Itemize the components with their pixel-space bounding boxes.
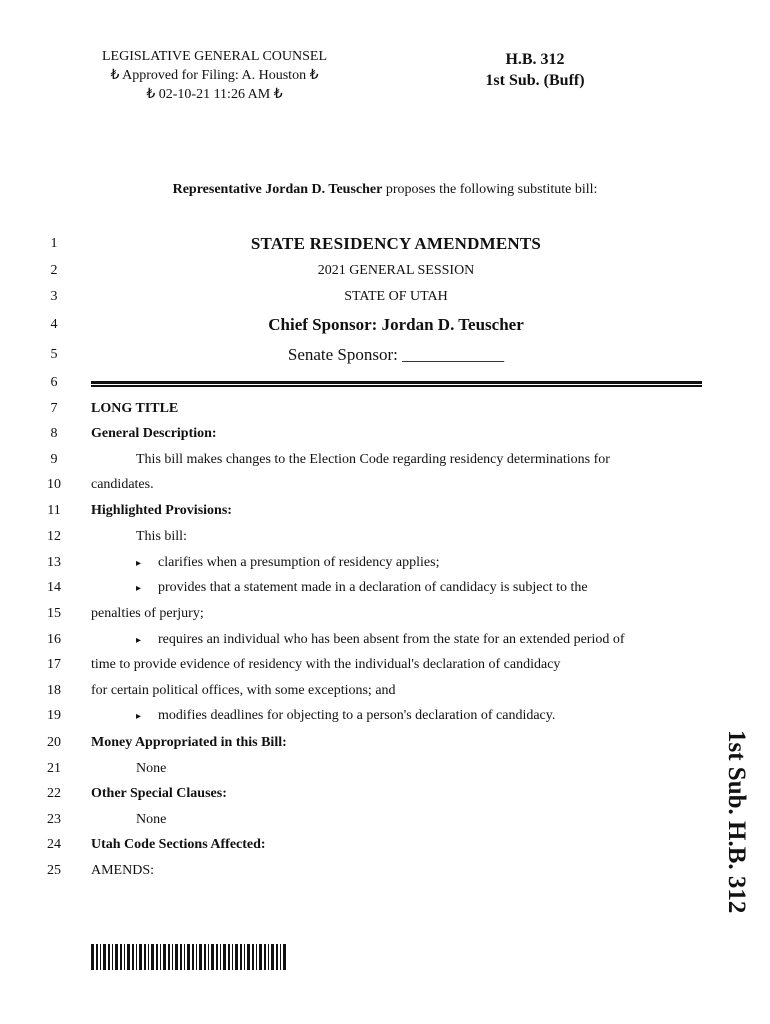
barcode-bar	[211, 944, 214, 970]
barcode-bar	[223, 944, 226, 970]
line-number: 20	[47, 735, 61, 750]
barcode-bar	[127, 944, 130, 970]
line-number: 24	[47, 837, 61, 852]
provision-text: modifies deadlines for objecting to a person's declaration of candidacy.	[158, 708, 556, 723]
senate-sponsor: Senate Sponsor: ____________	[287, 345, 505, 364]
barcode-bar	[264, 944, 266, 970]
barcode-bar	[199, 944, 202, 970]
title-divider-thick	[91, 381, 702, 384]
barcode-bar	[276, 944, 278, 970]
special-clauses-value: None	[136, 812, 167, 827]
line-number: 10	[47, 477, 61, 492]
barcode-bar	[163, 944, 166, 970]
barcode-bar	[240, 944, 242, 970]
line-number: 25	[47, 863, 61, 878]
barcode-bar	[268, 944, 269, 970]
line-number: 7	[50, 401, 58, 416]
provision-text-cont: time to provide evidence of residency with the individual's declaration of candidacy	[91, 657, 561, 672]
barcode-bar	[144, 944, 146, 970]
barcode-bar	[172, 944, 173, 970]
barcode-graphic	[91, 944, 286, 970]
bill-title: STATE RESIDENCY AMENDMENTS	[250, 234, 542, 253]
sponsor-statement-rest: proposes the following substitute bill:	[382, 182, 598, 197]
sponsor-statement	[0, 182, 770, 198]
bill-number: H.B. 312	[505, 51, 565, 68]
barcode-bar	[228, 944, 230, 970]
line-number: 17	[47, 657, 61, 672]
line-number: 12	[47, 529, 61, 544]
barcode-bar	[139, 944, 142, 970]
provision-item	[136, 580, 588, 596]
barcode-bar	[180, 944, 182, 970]
line-number: 19	[47, 708, 61, 723]
this-bill-label: This bill:	[136, 529, 187, 544]
barcode-bar	[232, 944, 233, 970]
line-number: 9	[50, 452, 58, 467]
barcode-bar	[204, 944, 206, 970]
long-title-heading: LONG TITLE	[91, 401, 179, 416]
provision-text: provides that a statement made in a declaration of candidacy is subject to the	[158, 580, 588, 595]
line-number: 6	[50, 375, 58, 390]
provision-item	[136, 708, 555, 724]
bullet-arrow-icon: ▸	[136, 558, 142, 569]
general-description-heading: General Description:	[91, 426, 217, 441]
line-number: 2	[50, 263, 58, 278]
barcode-bar	[259, 944, 262, 970]
barcode-bar	[175, 944, 178, 970]
line-number: 21	[47, 761, 61, 776]
line-number: 22	[47, 786, 61, 801]
barcode-bar	[208, 944, 209, 970]
barcode-bar	[184, 944, 185, 970]
barcode-bar	[103, 944, 106, 970]
sponsor-name: Representative Jordan D. Teuscher	[172, 182, 383, 197]
barcode-bar	[192, 944, 194, 970]
provision-text: clarifies when a presumption of residency applies;	[158, 555, 440, 570]
barcode-bar	[283, 944, 286, 970]
barcode-bar	[124, 944, 125, 970]
provision-text: requires an individual who has been absent from the state for an extended period of	[158, 632, 625, 647]
bullet-arrow-icon: ▸	[136, 583, 142, 594]
line-number: 18	[47, 683, 61, 698]
title-divider-thin	[91, 385, 702, 387]
description-text: This bill makes changes to the Election Code regarding residency determinations for	[136, 452, 610, 467]
line-number: 4	[50, 317, 58, 332]
special-clauses-heading: Other Special Clauses:	[91, 786, 227, 801]
approval-line: ₺ Approved for Filing: A. Houston ₺	[110, 68, 319, 83]
barcode-bar	[112, 944, 113, 970]
code-sections-heading: Utah Code Sections Affected:	[91, 837, 266, 852]
barcode-bar	[187, 944, 190, 970]
chief-sponsor: Chief Sponsor: Jordan D. Teuscher	[268, 315, 524, 334]
barcode-bar	[156, 944, 158, 970]
money-appropriated-value: None	[136, 761, 167, 776]
line-number: 11	[47, 503, 61, 518]
description-text-cont: candidates.	[91, 477, 154, 492]
barcode-bar	[96, 944, 98, 970]
session-label: 2021 GENERAL SESSION	[317, 263, 475, 278]
bullet-arrow-icon: ▸	[136, 635, 142, 646]
line-number: 15	[47, 606, 61, 621]
line-number: 1	[50, 236, 58, 251]
barcode-bar	[247, 944, 250, 970]
barcode-bar	[271, 944, 274, 970]
barcode-bar	[196, 944, 197, 970]
bill-id-header	[470, 49, 600, 91]
barcode-bar	[91, 944, 94, 970]
barcode-bar	[120, 944, 122, 970]
side-bill-title	[690, 730, 750, 930]
line-number: 23	[47, 812, 61, 827]
barcode-bar	[256, 944, 257, 970]
counsel-name: LEGISLATIVE GENERAL COUNSEL	[101, 49, 327, 64]
bullet-arrow-icon: ▸	[136, 711, 142, 722]
barcode-bar	[151, 944, 154, 970]
barcode-bar	[216, 944, 218, 970]
provision-item	[136, 555, 439, 571]
provision-item	[136, 632, 625, 648]
barcode-bar	[108, 944, 110, 970]
line-number: 16	[47, 632, 61, 647]
amends-label: AMENDS:	[91, 863, 155, 878]
approval-date: ₺ 02-10-21 11:26 AM ₺	[146, 87, 283, 102]
highlighted-provisions-heading: Highlighted Provisions:	[91, 503, 232, 518]
money-appropriated-heading: Money Appropriated in this Bill:	[91, 735, 287, 750]
barcode-bar	[220, 944, 221, 970]
barcode-bar	[160, 944, 161, 970]
substitute-label: 1st Sub. (Buff)	[485, 72, 585, 89]
barcode-bar	[100, 944, 101, 970]
provision-text-cont: for certain political offices, with some exceptions; and	[91, 683, 396, 698]
barcode-bar	[235, 944, 238, 970]
counsel-header	[92, 47, 337, 104]
line-number: 13	[47, 555, 61, 570]
line-number: 14	[47, 580, 61, 595]
state-label: STATE OF UTAH	[344, 289, 448, 304]
barcode-bar	[244, 944, 245, 970]
line-number: 3	[50, 289, 58, 304]
side-bill-title-text: 1st Sub. H.B. 312	[723, 730, 750, 914]
line-number: 5	[50, 347, 58, 362]
barcode-bar	[168, 944, 170, 970]
provision-text-cont: penalties of perjury;	[91, 606, 204, 621]
barcode-bar	[115, 944, 118, 970]
barcode-bar	[252, 944, 254, 970]
line-number: 8	[50, 426, 58, 441]
barcode-bar	[148, 944, 149, 970]
barcode	[91, 944, 286, 970]
barcode-bar	[136, 944, 137, 970]
barcode-bar	[280, 944, 281, 970]
barcode-bar	[132, 944, 134, 970]
